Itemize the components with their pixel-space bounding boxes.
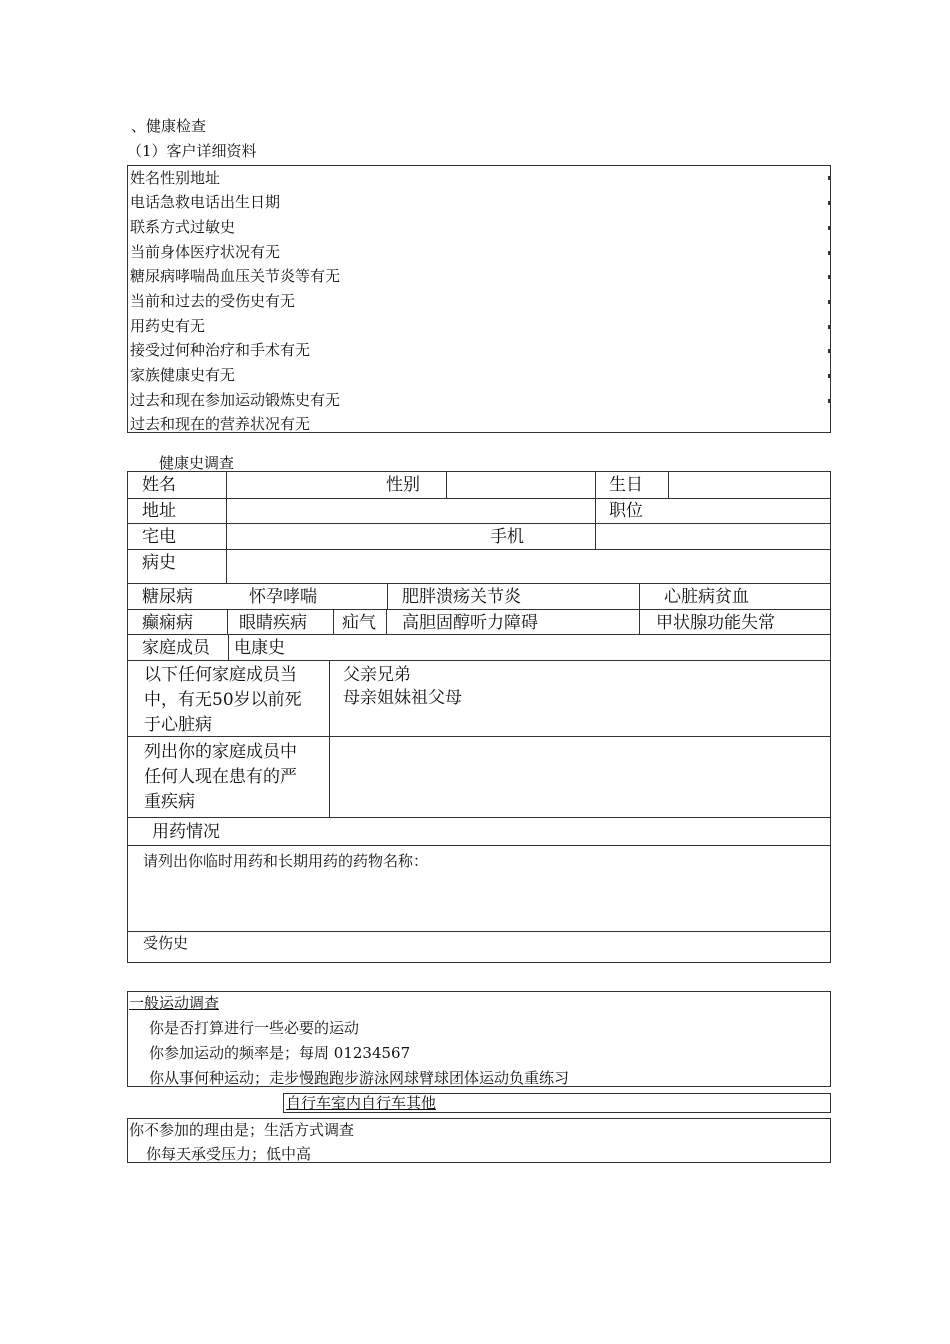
exercise-survey-title: 一般运动调查 [129, 994, 220, 1012]
client-details-box [127, 165, 831, 433]
client-row: 联系方式过敏史 [130, 218, 236, 236]
disease-heart-anemia: 心脏病贫血 [664, 587, 749, 607]
client-row: 当前和过去的受伤史有无 [130, 292, 296, 310]
name-label: 姓名 [142, 475, 176, 495]
subsection-heading: （1）客户详细资料 [127, 142, 257, 160]
non-participation-reason: 你不参加的理由是；生活方式调查 [129, 1121, 355, 1139]
exercise-type-more: 自行车室内自行车其他 [286, 1094, 437, 1112]
exercise-frequency-question: 你参加运动的频率是；每周 01234567 [149, 1044, 411, 1062]
client-row: 糖尿病哮喘咼血压关节炎等有无 [130, 267, 341, 285]
health-history-table [127, 471, 831, 963]
lifestyle-box [127, 1118, 831, 1163]
family-q2-line: 列出你的家庭成员中 [144, 742, 297, 762]
medication-prompt: 请列出你临时用药和长期用药的药物名称： [143, 852, 429, 870]
family-q1-line: 中，有无50岁以前死 [144, 690, 302, 710]
disease-pregnancy-asthma: 怀孕哮喘 [249, 587, 317, 607]
client-row: 电话急救电话出生日期 [130, 193, 281, 211]
medication-label: 用药情况 [152, 822, 220, 842]
exercise-type-question: 你从事何种运动；走步慢跑跑步游泳网球臂球团体运动负重练习 [149, 1069, 570, 1087]
daily-stress-question: 你每天承受压力；低中高 [146, 1145, 312, 1163]
disease-diabetes: 糖尿病 [142, 587, 193, 607]
disease-thyroid: 甲状腺功能失常 [656, 613, 775, 633]
client-row: 过去和现在参加运动锻炼史有无 [130, 391, 341, 409]
family-q1-answer: 母亲姐妹祖父母 [343, 688, 462, 708]
gender-label: 性别 [386, 475, 420, 495]
client-row: 家族健康史有无 [130, 366, 236, 384]
exercise-type-more-box [283, 1093, 831, 1113]
health-history-title: 健康史调查 [159, 454, 235, 472]
home-phone-label: 宅电 [142, 527, 176, 547]
family-q1-line: 以下任何家庭成员当 [144, 665, 297, 685]
exercise-plan-question: 你是否打算进行一些必要的运动 [149, 1019, 360, 1037]
birthday-label: 生日 [609, 475, 643, 495]
mobile-label: 手机 [490, 527, 524, 547]
client-row: 姓名性别地址 [130, 169, 221, 187]
injury-history-label: 受伤史 [143, 934, 189, 952]
disease-cholesterol-hearing: 高胆固醇听力障碍 [402, 613, 538, 633]
address-label: 地址 [142, 501, 176, 521]
client-row: 过去和现在的营养状况有无 [130, 415, 311, 433]
family-q1-line: 于心脏病 [144, 715, 212, 735]
family-member-label: 家庭成员 [142, 638, 210, 658]
disease-eye: 眼睛疾病 [239, 613, 307, 633]
exercise-survey-box [127, 991, 831, 1087]
family-health-label: 电康史 [234, 638, 285, 658]
disease-hernia: 疝气 [342, 613, 376, 633]
position-label: 职位 [609, 501, 643, 521]
disease-epilepsy: 癫痫病 [142, 613, 193, 633]
client-row: 用药史有无 [130, 317, 206, 335]
client-row: 当前身体医疗状况有无 [130, 243, 281, 261]
disease-obesity-ulcer-arthritis: 肥胖溃疡关节炎 [402, 587, 521, 607]
family-q1-answer: 父亲兄弟 [343, 665, 411, 685]
family-q2-line: 重疾病 [144, 792, 195, 812]
family-q2-line: 任何人现在患有的严 [144, 767, 297, 787]
section-heading: 、健康检查 [131, 117, 207, 135]
medical-history-label: 病史 [142, 553, 176, 573]
client-row: 接受过何种治疗和手术有无 [130, 341, 311, 359]
